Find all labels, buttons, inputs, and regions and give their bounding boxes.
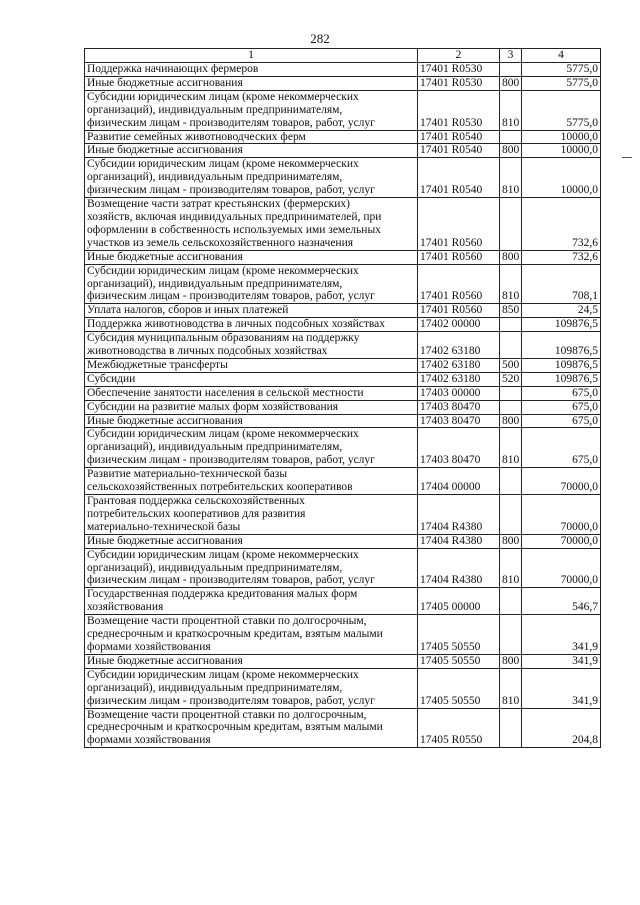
row-type-cell: 800 <box>500 654 522 668</box>
row-code-cell: 17402 63180 <box>418 332 500 359</box>
row-code-cell: 17403 80470 <box>418 414 500 428</box>
row-name-cell: Иные бюджетные ассигнования <box>85 250 418 264</box>
row-name-cell: Иные бюджетные ассигнования <box>85 144 418 158</box>
row-sum-cell: 70000,0 <box>522 468 601 495</box>
row-sum-cell: 109876,5 <box>522 332 601 359</box>
row-code-cell: 17405 R0550 <box>418 708 500 748</box>
row-type-cell <box>500 198 522 251</box>
row-sum-cell: 5775,0 <box>522 90 601 130</box>
row-code-cell: 17405 50550 <box>418 615 500 655</box>
row-code-cell: 17402 63180 <box>418 372 500 386</box>
row-type-cell: 810 <box>500 668 522 708</box>
table-row <box>85 158 601 198</box>
row-type-cell <box>500 708 522 748</box>
row-code-cell: 17401 R0560 <box>418 250 500 264</box>
header-col-type: 3 <box>500 49 522 63</box>
row-code-cell: 17401 R0530 <box>418 90 500 130</box>
row-name-cell: Межбюджетные трансферты <box>85 358 418 372</box>
row-code-cell: 17402 63180 <box>418 358 500 372</box>
row-sum-cell: 204,8 <box>522 708 601 748</box>
row-sum-cell: 546,7 <box>522 588 601 615</box>
header-col-name: 1 <box>85 49 418 63</box>
row-name-cell: Иные бюджетные ассигнования <box>85 414 418 428</box>
row-name-cell: Субсидии на развитие малых форм хозяйствования <box>85 400 418 414</box>
budget-table-body <box>85 49 601 748</box>
row-sum-cell: 341,9 <box>522 668 601 708</box>
table-row <box>85 468 601 495</box>
row-type-cell <box>500 332 522 359</box>
row-name-cell: Возмещение части процентной ставки по долгосрочным, среднесрочным и краткосрочным кредитам, взятым малыми формами хозяйствования <box>85 708 418 748</box>
table-row <box>85 318 601 332</box>
row-name-cell: Поддержка животноводства в личных подсобных хозяйствах <box>85 318 418 332</box>
row-code-cell: 17402 00000 <box>418 318 500 332</box>
row-sum-cell: 70000,0 <box>522 495 601 535</box>
table-row <box>85 264 601 304</box>
row-type-cell: 520 <box>500 372 522 386</box>
row-name-cell: Развитие материально-технической базы сельскохозяйственных потребительских кооперативов <box>85 468 418 495</box>
row-name-cell: Возмещение части процентной ставки по долгосрочным, среднесрочным и краткосрочным кредитам, взятым малыми формами хозяйствования <box>85 615 418 655</box>
row-type-cell: 800 <box>500 250 522 264</box>
row-name-cell: Субсидии юридическим лицам (кроме некоммерческих организаций), индивидуальным предпринимателям, физическим лицам - производителям товаров, работ, услуг <box>85 428 418 468</box>
row-sum-cell: 109876,5 <box>522 318 601 332</box>
row-type-cell: 810 <box>500 428 522 468</box>
row-code-cell: 17401 R0560 <box>418 264 500 304</box>
row-sum-cell: 341,9 <box>522 654 601 668</box>
table-row <box>85 495 601 535</box>
table-row <box>85 144 601 158</box>
table-row <box>85 615 601 655</box>
table-row <box>85 548 601 588</box>
row-name-cell: Развитие семейных животноводческих ферм <box>85 130 418 144</box>
row-code-cell: 17401 R0540 <box>418 158 500 198</box>
row-code-cell: 17404 R4380 <box>418 495 500 535</box>
row-type-cell <box>500 615 522 655</box>
row-sum-cell: 5775,0 <box>522 63 601 77</box>
row-code-cell: 17404 R4380 <box>418 534 500 548</box>
row-code-cell: 17401 R0530 <box>418 76 500 90</box>
table-row <box>85 198 601 251</box>
table-row <box>85 250 601 264</box>
table-row <box>85 332 601 359</box>
row-code-cell: 17401 R0540 <box>418 144 500 158</box>
table-header-row <box>85 49 601 63</box>
row-code-cell: 17401 R0540 <box>418 130 500 144</box>
row-sum-cell: 10000,0 <box>522 158 601 198</box>
margin-dash-mark <box>622 157 632 158</box>
table-row <box>85 130 601 144</box>
row-sum-cell: 10000,0 <box>522 130 601 144</box>
row-type-cell: 810 <box>500 264 522 304</box>
table-row <box>85 414 601 428</box>
table-row <box>85 386 601 400</box>
row-name-cell: Субсидии <box>85 372 418 386</box>
row-type-cell: 800 <box>500 414 522 428</box>
table-row <box>85 588 601 615</box>
table-row <box>85 63 601 77</box>
row-sum-cell: 675,0 <box>522 386 601 400</box>
table-row <box>85 654 601 668</box>
row-type-cell: 800 <box>500 534 522 548</box>
table-row <box>85 400 601 414</box>
row-sum-cell: 732,6 <box>522 198 601 251</box>
table-row <box>85 428 601 468</box>
row-sum-cell: 70000,0 <box>522 548 601 588</box>
table-row <box>85 708 601 748</box>
row-sum-cell: 24,5 <box>522 304 601 318</box>
page-number: 282 <box>310 31 330 46</box>
row-name-cell: Иные бюджетные ассигнования <box>85 654 418 668</box>
row-name-cell: Иные бюджетные ассигнования <box>85 76 418 90</box>
row-sum-cell: 675,0 <box>522 428 601 468</box>
row-type-cell <box>500 468 522 495</box>
row-name-cell: Субсидии юридическим лицам (кроме некоммерческих организаций), индивидуальным предпринимателям, физическим лицам - производителям товаров, работ, услуг <box>85 264 418 304</box>
row-sum-cell: 10000,0 <box>522 144 601 158</box>
row-sum-cell: 675,0 <box>522 414 601 428</box>
table-row <box>85 668 601 708</box>
table-row <box>85 90 601 130</box>
row-type-cell <box>500 130 522 144</box>
header-col-code: 2 <box>418 49 500 63</box>
row-code-cell: 17405 50550 <box>418 654 500 668</box>
row-code-cell: 17401 R0560 <box>418 198 500 251</box>
row-type-cell <box>500 63 522 77</box>
table-row <box>85 304 601 318</box>
row-code-cell: 17403 80470 <box>418 400 500 414</box>
row-name-cell: Уплата налогов, сборов и иных платежей <box>85 304 418 318</box>
row-type-cell: 850 <box>500 304 522 318</box>
row-type-cell: 500 <box>500 358 522 372</box>
row-type-cell <box>500 495 522 535</box>
row-code-cell: 17405 50550 <box>418 668 500 708</box>
row-name-cell: Иные бюджетные ассигнования <box>85 534 418 548</box>
row-name-cell: Поддержка начинающих фермеров <box>85 63 418 77</box>
row-sum-cell: 675,0 <box>522 400 601 414</box>
row-name-cell: Государственная поддержка кредитования малых форм хозяйствования <box>85 588 418 615</box>
table-row <box>85 76 601 90</box>
row-name-cell: Субсидии юридическим лицам (кроме некоммерческих организаций), индивидуальным предпринимателям, физическим лицам - производителям товаров, работ, услуг <box>85 668 418 708</box>
row-code-cell: 17404 00000 <box>418 468 500 495</box>
row-sum-cell: 109876,5 <box>522 358 601 372</box>
row-type-cell <box>500 318 522 332</box>
row-code-cell: 17405 00000 <box>418 588 500 615</box>
budget-table <box>84 48 601 748</box>
row-code-cell: 17404 R4380 <box>418 548 500 588</box>
row-type-cell <box>500 588 522 615</box>
row-name-cell: Субсидии юридическим лицам (кроме некоммерческих организаций), индивидуальным предпринимателям, физическим лицам - производителям товаров, работ, услуг <box>85 158 418 198</box>
table-row <box>85 358 601 372</box>
row-type-cell: 800 <box>500 76 522 90</box>
row-type-cell: 810 <box>500 158 522 198</box>
row-type-cell <box>500 386 522 400</box>
row-name-cell: Обеспечение занятости населения в сельской местности <box>85 386 418 400</box>
row-code-cell: 17403 80470 <box>418 428 500 468</box>
header-col-sum: 4 <box>522 49 601 63</box>
row-name-cell: Возмещение части затрат крестьянских (фермерских) хозяйств, включая индивидуальных предпринимателей, при оформлении в собственность используемых ими земельных участков из земель сельскохозяйственного назначения <box>85 198 418 251</box>
row-code-cell: 17403 00000 <box>418 386 500 400</box>
row-sum-cell: 708,1 <box>522 264 601 304</box>
table-row <box>85 372 601 386</box>
row-type-cell <box>500 400 522 414</box>
row-sum-cell: 341,9 <box>522 615 601 655</box>
row-code-cell: 17401 R0560 <box>418 304 500 318</box>
row-sum-cell: 732,6 <box>522 250 601 264</box>
row-sum-cell: 109876,5 <box>522 372 601 386</box>
row-type-cell: 810 <box>500 90 522 130</box>
row-sum-cell: 70000,0 <box>522 534 601 548</box>
table-row <box>85 534 601 548</box>
row-type-cell: 800 <box>500 144 522 158</box>
row-name-cell: Грантовая поддержка сельскохозяйственных потребительских кооперативов для развития материально-технической базы <box>85 495 418 535</box>
row-type-cell: 810 <box>500 548 522 588</box>
row-name-cell: Субсидия муниципальным образованиям на поддержку животноводства в личных подсобных хозяйствах <box>85 332 418 359</box>
row-name-cell: Субсидии юридическим лицам (кроме некоммерческих организаций), индивидуальным предпринимателям, физическим лицам - производителям товаров, работ, услуг <box>85 90 418 130</box>
row-sum-cell: 5775,0 <box>522 76 601 90</box>
row-code-cell: 17401 R0530 <box>418 63 500 77</box>
row-name-cell: Субсидии юридическим лицам (кроме некоммерческих организаций), индивидуальным предпринимателям, физическим лицам - производителям товаров, работ, услуг <box>85 548 418 588</box>
